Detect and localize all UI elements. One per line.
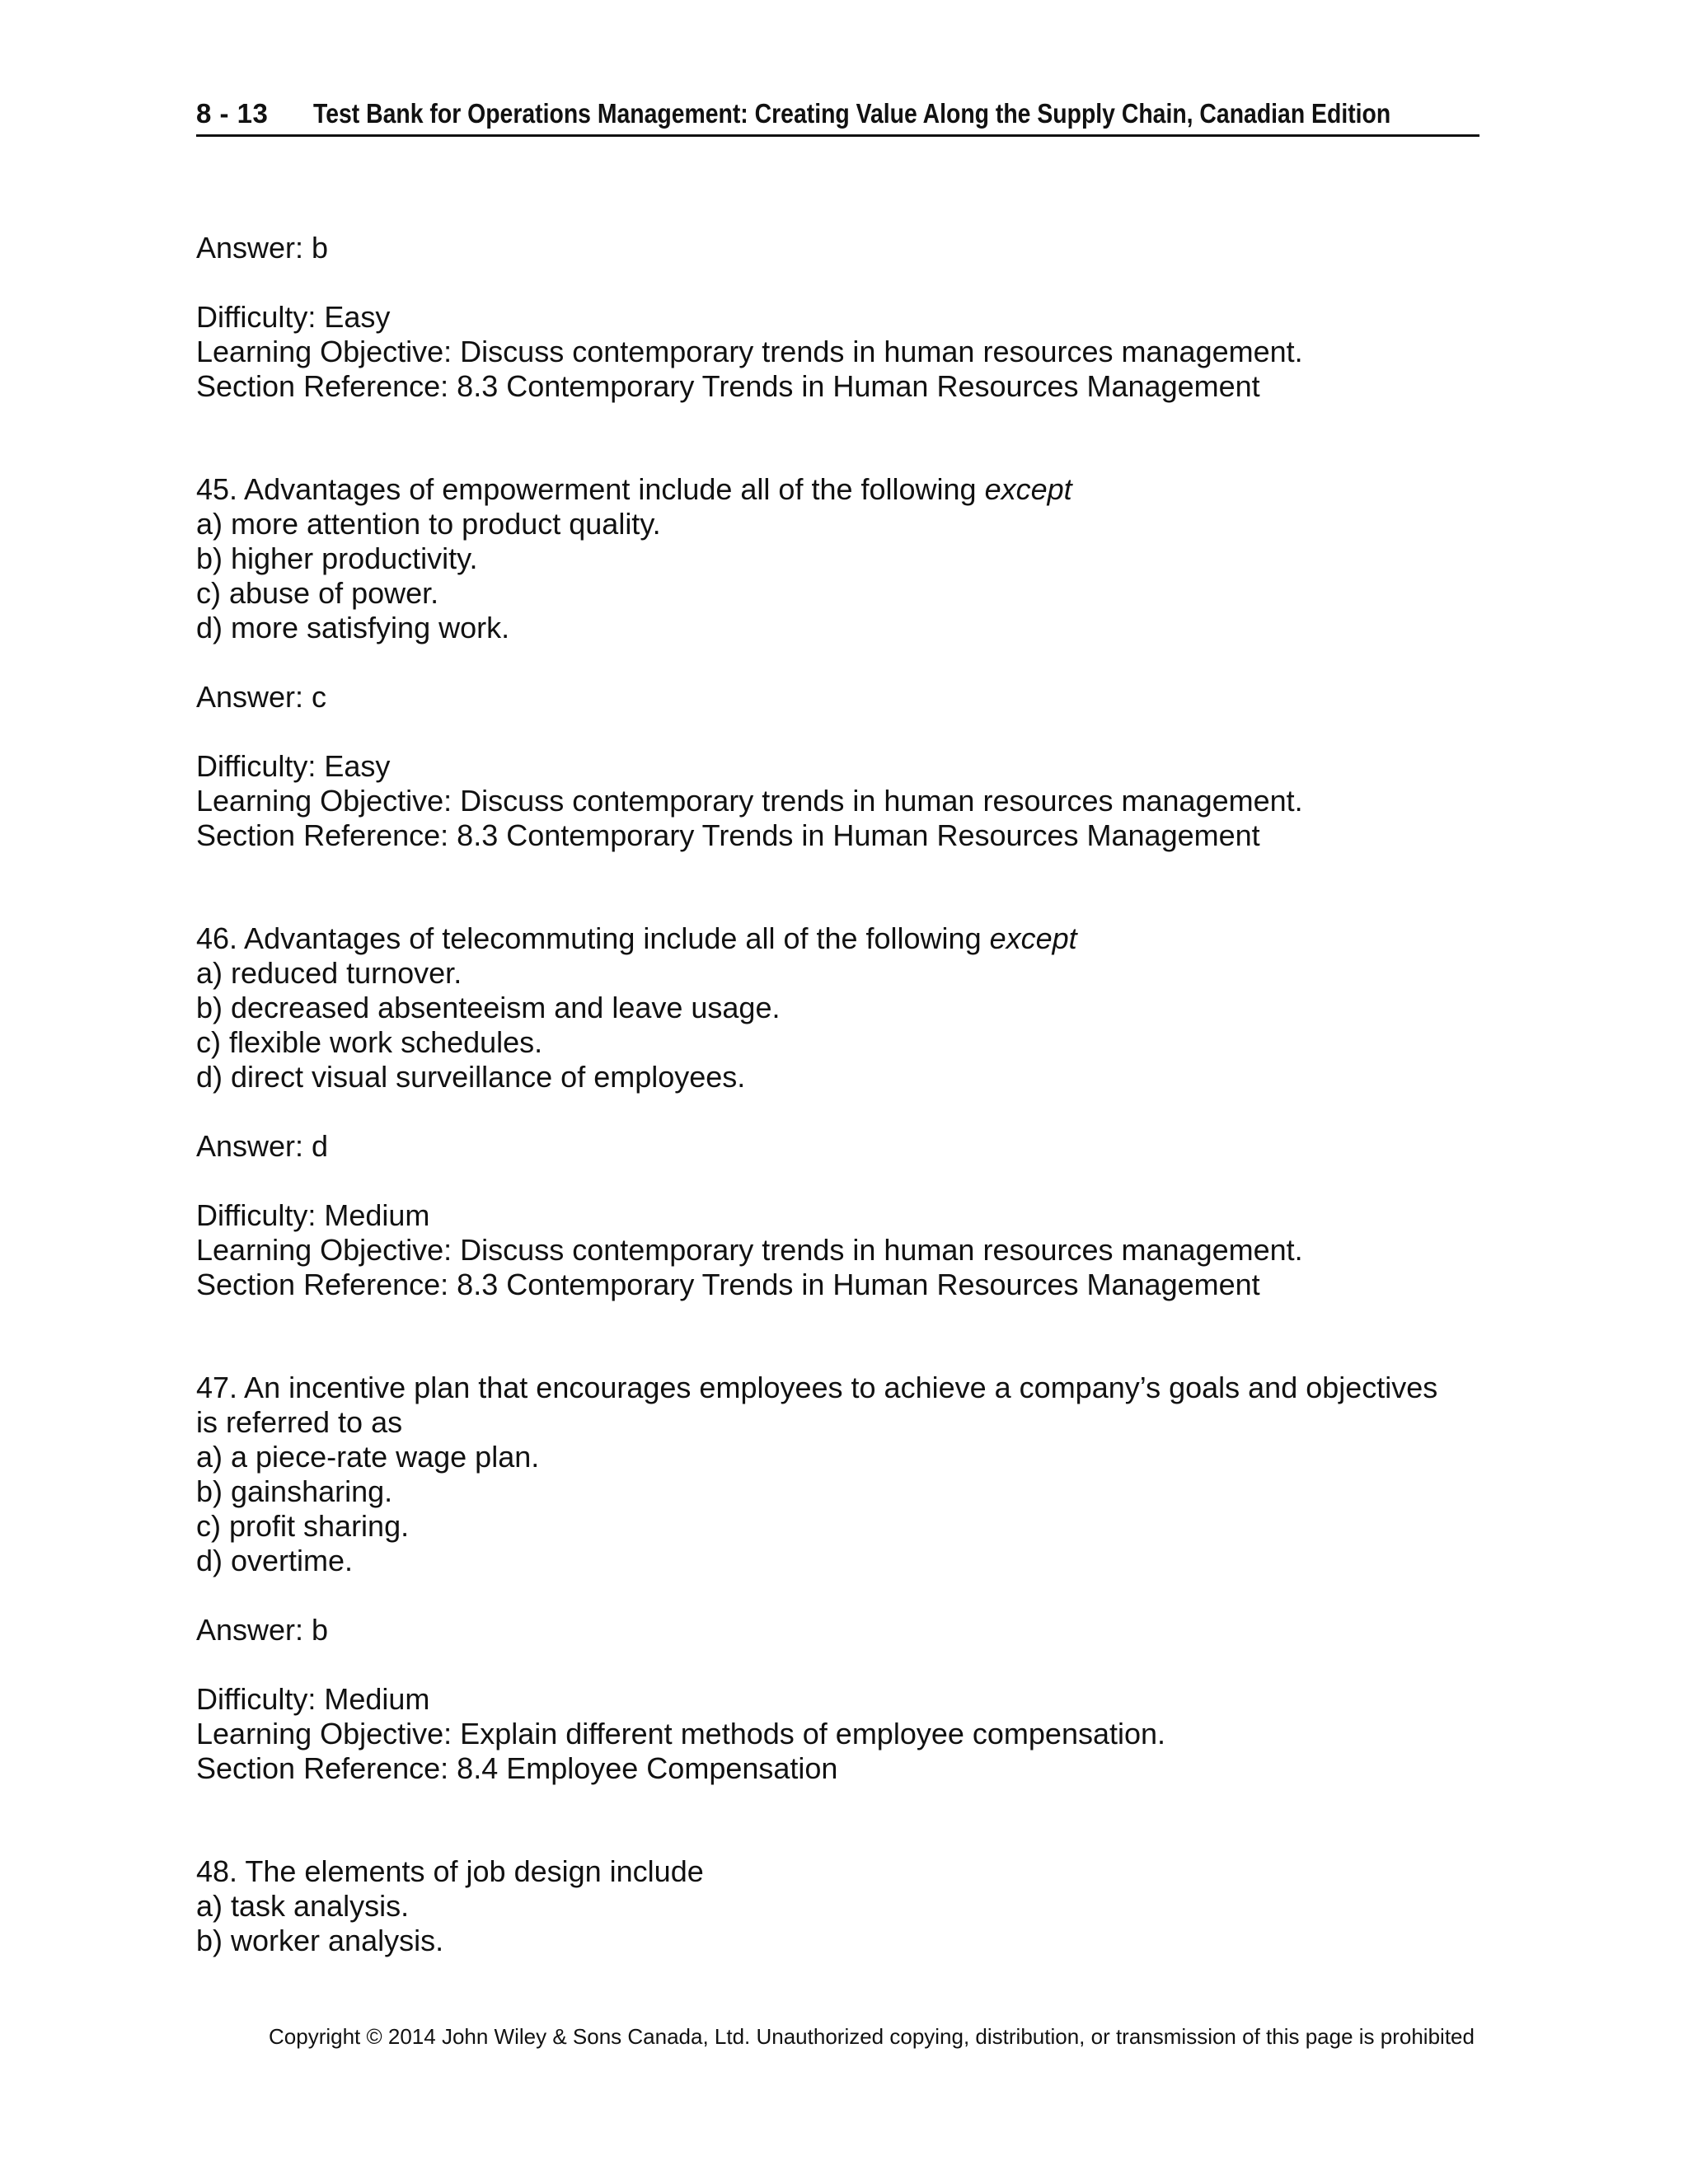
question-45-option-a: a) more attention to product quality.	[196, 507, 661, 541]
question-47-learning-objective: Learning Objective: Explain different methods of employee compensation.	[196, 1717, 1166, 1750]
document-title: Test Bank for Operations Management: Creating Value Along the Supply Chain, Canadian Edition	[313, 98, 1391, 129]
question-46-option-a: a) reduced turnover.	[196, 956, 462, 990]
page-header	[196, 93, 1479, 137]
answer-line: Answer: b	[196, 231, 329, 265]
question-48-option-b: b) worker analysis.	[196, 1924, 444, 1957]
question-46-option-c: c) flexible work schedules.	[196, 1025, 543, 1059]
question-45-option-d: d) more satisfying work.	[196, 611, 510, 644]
question-47-stem-line1: 47. An incentive plan that encourages employees to achieve a company’s goals and objectives	[196, 1371, 1438, 1404]
question-48-option-a: a) task analysis.	[196, 1889, 410, 1923]
question-47-option-c: c) profit sharing.	[196, 1509, 410, 1543]
question-47-difficulty: Difficulty: Medium	[196, 1682, 430, 1716]
section-reference-line: Section Reference: 8.3 Contemporary Trends in Human Resources Management	[196, 369, 1260, 403]
question-47-stem-line2: is referred to as	[196, 1405, 403, 1439]
question-45-learning-objective: Learning Objective: Discuss contemporary trends in human resources management.	[196, 784, 1303, 818]
question-46-stem-except: except	[989, 921, 1077, 955]
question-47-option-d: d) overtime.	[196, 1544, 354, 1577]
question-45-difficulty: Difficulty: Easy	[196, 749, 391, 783]
question-47-option-a: a) a piece-rate wage plan.	[196, 1440, 540, 1474]
question-46-section-reference: Section Reference: 8.3 Contemporary Trends in Human Resources Management	[196, 1268, 1260, 1301]
question-45-option-b: b) higher productivity.	[196, 541, 478, 575]
question-46-stem-text: 46. Advantages of telecommuting include all of the following	[196, 921, 990, 955]
question-47-answer: Answer: b	[196, 1613, 329, 1647]
learning-objective-line: Learning Objective: Discuss contemporary trends in human resources management.	[196, 335, 1303, 368]
difficulty-line: Difficulty: Easy	[196, 300, 391, 334]
copyright-footer: Copyright © 2014 John Wiley & Sons Canada, Ltd. Unauthorized copying, distribution, or transmission of this page is prohibited	[269, 2024, 1475, 2049]
page-number: 8 - 13	[196, 98, 269, 129]
question-45-section-reference: Section Reference: 8.3 Contemporary Trends in Human Resources Management	[196, 818, 1260, 852]
question-45-stem-except: except	[984, 472, 1072, 506]
question-46-difficulty: Difficulty: Medium	[196, 1198, 430, 1232]
question-46-answer: Answer: d	[196, 1129, 329, 1163]
question-45-stem	[196, 472, 1072, 507]
question-45-answer: Answer: c	[196, 680, 327, 714]
question-45-stem-text: 45. Advantages of empowerment include all of the following	[196, 472, 985, 506]
question-47-section-reference: Section Reference: 8.4 Employee Compensation	[196, 1751, 838, 1785]
question-46-option-b: b) decreased absenteeism and leave usage.	[196, 991, 781, 1024]
question-46-stem	[196, 921, 1077, 956]
question-45-option-c: c) abuse of power.	[196, 576, 439, 610]
question-46-learning-objective: Learning Objective: Discuss contemporary trends in human resources management.	[196, 1233, 1303, 1267]
question-48-stem: 48. The elements of job design include	[196, 1854, 704, 1888]
question-46-option-d: d) direct visual surveillance of employees.	[196, 1060, 746, 1094]
question-47-option-b: b) gainsharing.	[196, 1474, 393, 1508]
